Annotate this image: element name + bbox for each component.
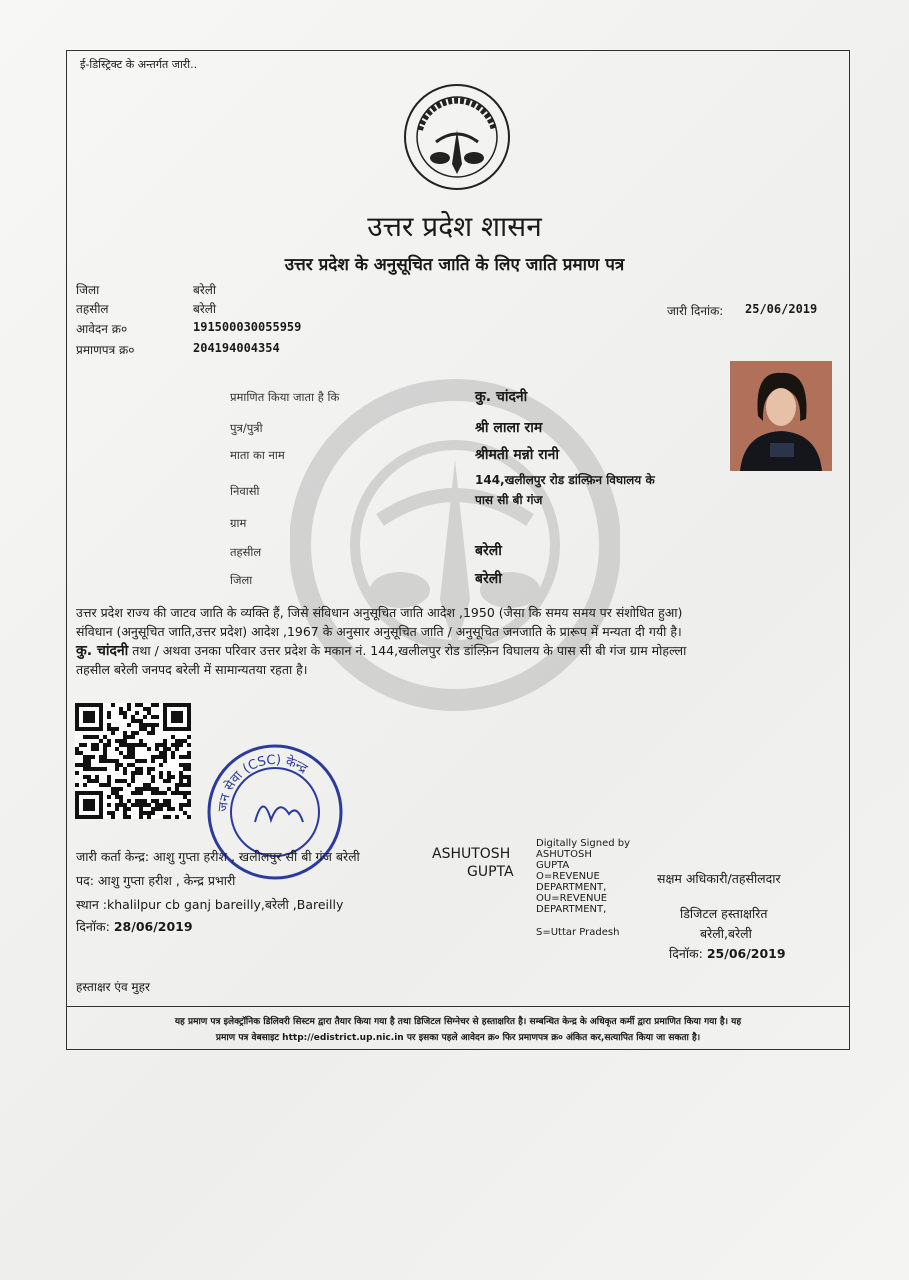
statement-line1: उत्तर प्रदेश राज्य की जाटव जाति के व्यक्ति हैं, जिसे संविधान अनुसूचित जाति आदेश ,1950 (जैसा कि समय समय पर संशोधित हुआ) bbox=[76, 605, 683, 620]
sig-line: ASHUTOSH bbox=[536, 849, 592, 860]
signature-seal-label: हस्ताक्षर एंव मुहर bbox=[76, 980, 150, 994]
issuer-post: पद: आशु गुप्ता हरीश , केन्द्र प्रभारी bbox=[76, 873, 236, 888]
stamp-text: जन सेवा (CSC) केन्द्र bbox=[215, 752, 310, 813]
statement-applicant-name: कु. चांदनी bbox=[76, 643, 129, 659]
footer-divider bbox=[66, 1006, 850, 1007]
authority-title: सक्षम अधिकारी/तहसीलदार bbox=[657, 871, 781, 886]
up-emblem-icon bbox=[402, 82, 512, 192]
authority-signed: डिजिटल हस्ताक्षरित bbox=[680, 906, 768, 921]
mother-name: श्रीमती मन्नो रानी bbox=[475, 447, 559, 463]
certificate-number: 204194004354 bbox=[193, 341, 280, 355]
district-detail-value: बरेली bbox=[475, 571, 502, 587]
sig-line: DEPARTMENT, bbox=[536, 882, 607, 893]
statement-line3 bbox=[76, 641, 846, 661]
qr-code-icon bbox=[75, 703, 191, 819]
issuing-center: जारी कर्ता केन्द्र: आशु गुप्ता हरीश , खलीलपुर सी बी गंज बरेली bbox=[76, 849, 360, 864]
district-label: जिला bbox=[76, 283, 100, 297]
village-label: ग्राम bbox=[230, 516, 247, 530]
government-title: उत्तर प्रदेश शासन bbox=[367, 210, 542, 243]
resident-label: निवासी bbox=[230, 484, 260, 498]
district-detail-label: जिला bbox=[230, 573, 253, 587]
tehsil-label: तहसील bbox=[76, 302, 109, 316]
issue-date-value: 25/06/2019 bbox=[745, 302, 818, 316]
sig-line: GUPTA bbox=[536, 860, 570, 871]
resident-address-line2: पास सी बी गंज bbox=[475, 493, 543, 507]
digital-signature-block bbox=[536, 838, 646, 938]
applicant-name: कु. चांदनी bbox=[475, 389, 528, 405]
statement-line3-text: तथा / अथवा उनका परिवार उत्तर प्रदेश के मकान नं. 144,खलीलपुर रोड डांल्फ़िन विघालय के पास सी बी गंज ग्राम मोहल्ला bbox=[128, 643, 687, 658]
tehsil-value: बरेली bbox=[193, 302, 217, 316]
child-of-label: पुत्र/पुत्री bbox=[230, 421, 263, 435]
sig-line: DEPARTMENT, bbox=[536, 904, 607, 915]
tehsil-detail-value: बरेली bbox=[475, 543, 502, 559]
issued-under-text: ई-डिस्ट्रिक्ट के अन्तर्गत जारी.. bbox=[80, 58, 198, 71]
application-label: आवेदन क्र० bbox=[76, 322, 128, 336]
statement-line2: संविधान (अनुसूचित जाति,उत्तर प्रदेश) आदेश ,1967 के अनुसार अनुसूचित जाति / अनुसूचित जनजाति के प्रारूप में मन्यता दी गयी है। bbox=[76, 624, 682, 639]
issuer-date-label: दिनॉक: bbox=[76, 919, 110, 934]
issuer-date bbox=[76, 918, 193, 935]
issuer-date-value: 28/06/2019 bbox=[113, 919, 193, 934]
sig-line: Digitally Signed by bbox=[536, 838, 631, 849]
certificate-number-label: प्रमाणपत्र क्र० bbox=[76, 343, 135, 357]
footer-note bbox=[70, 1014, 846, 1046]
authority-date bbox=[669, 945, 786, 962]
certified-label: प्रमाणित किया जाता है कि bbox=[230, 390, 340, 404]
issue-date-label: जारी दिनांक: bbox=[667, 304, 724, 318]
issuer-place: स्थान :khalilpur cb ganj bareilly,बरेली ,Bareilly bbox=[76, 897, 344, 912]
signer-name-line1: ASHUTOSH bbox=[432, 846, 511, 862]
authority-place: बरेली,बरेली bbox=[700, 926, 752, 941]
resident-address-line1: 144,खलीलपुर रोड डांल्फ़िन विघालय के bbox=[475, 473, 655, 487]
statement-line4: तहसील बरेली जनपद बरेली में सामान्यतया रहता है। bbox=[76, 662, 308, 677]
certificate-title: उत्तर प्रदेश के अनुसूचित जाति के लिए जाति प्रमाण पत्र bbox=[284, 255, 625, 275]
father-name: श्री लाला राम bbox=[475, 420, 543, 436]
applicant-photo bbox=[730, 361, 832, 471]
footer-line2: प्रमाण पत्र वेबसाइट http://edistrict.up.nic.in पर इसका पहले आवेदन क्र० फिर प्रमाणपत्र क्र० अंकित कर,सत्यापित किया जा सकता है। bbox=[215, 1033, 701, 1043]
sig-line: OU=REVENUE bbox=[536, 893, 608, 904]
application-number: 191500030055959 bbox=[193, 320, 302, 334]
tehsil-detail-label: तहसील bbox=[230, 545, 262, 559]
sig-line: S=Uttar Pradesh bbox=[536, 927, 620, 938]
authority-date-value: 25/06/2019 bbox=[706, 946, 786, 961]
footer-line1: यह प्रमाण पत्र इलेक्ट्रॉनिक डिलिवरी सिस्टम द्वारा तैयार किया गया है तथा डिजिटल सिग्नेचर से हस्ताक्षरित है। सम्बन्धित केन्द्र के अधिकृत कर्मी द्वारा प्रमाणित किया गया है। यह bbox=[174, 1017, 742, 1027]
sig-line: O=REVENUE bbox=[536, 871, 600, 882]
mother-label: माता का नाम bbox=[230, 448, 285, 462]
district-value: बरेली bbox=[193, 283, 217, 297]
signer-name-line2: GUPTA bbox=[467, 864, 514, 880]
authority-date-label: दिनॉक: bbox=[669, 946, 703, 961]
